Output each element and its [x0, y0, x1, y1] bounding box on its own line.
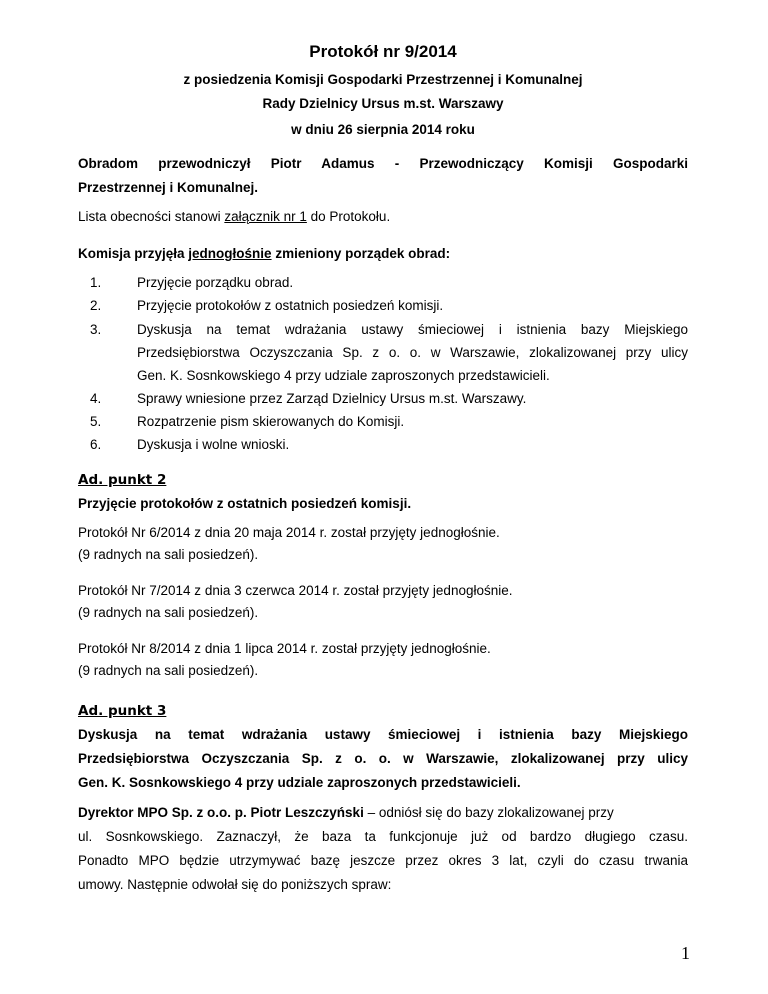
agenda-number: 4. [90, 391, 102, 406]
protocol-6-line: Protokół Nr 6/2014 z dnia 20 maja 2014 r. został przyjęty jednogłośnie. [78, 525, 500, 540]
document-title: Protokół nr 9/2014 [309, 42, 457, 61]
chair-line-2: Przestrzennej i Komunalnej. [78, 180, 259, 195]
agenda-text: Gen. K. Sosnkowskiego 4 przy udziale zaproszonych przedstawicieli. [137, 368, 550, 383]
agenda-intro-underlined: jednogłośnie [188, 246, 272, 261]
agenda-intro [78, 246, 450, 261]
attendance-after: do Protokołu. [306, 209, 391, 224]
agenda-number: 5. [90, 414, 102, 429]
subtitle-line-1: z posiedzenia Komisji Gospodarki Przestrzennej i Komunalnej [183, 72, 583, 87]
protocol-6-note: (9 radnych na sali posiedzeń). [78, 547, 259, 562]
agenda-item [78, 298, 443, 313]
agenda-intro-before: Komisja przyjęła [78, 246, 189, 261]
agenda-item [78, 322, 112, 337]
agenda-number: 1. [90, 275, 102, 290]
agenda-text: Przyjęcie protokołów z ostatnich posiedzeń komisji. [137, 298, 444, 313]
point-3-sub-line: Przedsiębiorstwa Oczyszczania Sp. z o. o. w Warszawie, zlokalizowanej przy ulicy [78, 751, 688, 766]
agenda-text: Dyskusja na temat wdrażania ustawy śmieciowej i istnienia bazy Miejskiego [137, 322, 688, 337]
point-2-heading: Ad. punkt 2 [78, 472, 167, 488]
agenda-text: Przedsiębiorstwa Oczyszczania Sp. z o. o. w Warszawie, zlokalizowanej przy ulicy [137, 345, 688, 360]
subtitle-line-3: w dniu 26 sierpnia 2014 roku [291, 122, 475, 137]
point-3-heading: Ad. punkt 3 [78, 703, 167, 719]
agenda-text: Dyskusja i wolne wnioski. [137, 437, 290, 452]
speech-line: ul. Sosnkowskiego. Zaznaczył, że baza ta funkcjonuje już od bardzo długiego czasu. [78, 829, 688, 844]
speaker-name: Dyrektor MPO Sp. z o.o. p. Piotr Leszczyński [78, 805, 364, 820]
speech-first-line [78, 805, 614, 820]
protocol-7-note: (9 radnych na sali posiedzeń). [78, 605, 259, 620]
agenda-item [78, 414, 404, 429]
agenda-number: 6. [90, 437, 102, 452]
speech-line: Ponadto MPO będzie utrzymywać bazę jeszcze przez okres 3 lat, czyli do czasu trwania [78, 853, 688, 868]
attendance-before: Lista obecności stanowi [78, 209, 225, 224]
agenda-item [78, 275, 293, 290]
chair-line-1: Obradom przewodniczył Piotr Adamus - Przewodniczący Komisji Gospodarki [78, 156, 688, 171]
page-number: 1 [681, 943, 690, 963]
point-2-subheading: Przyjęcie protokołów z ostatnich posiedzeń komisji. [78, 496, 412, 511]
protocol-7-line: Protokół Nr 7/2014 z dnia 3 czerwca 2014 r. został przyjęty jednogłośnie. [78, 583, 513, 598]
protocol-8-line: Protokół Nr 8/2014 z dnia 1 lipca 2014 r. został przyjęty jednogłośnie. [78, 641, 491, 656]
speech-line: umowy. Następnie odwołał się do poniższych spraw: [78, 877, 392, 892]
attendance-text [78, 209, 390, 224]
agenda-text: Sprawy wniesione przez Zarząd Dzielnicy Ursus m.st. Warszawy. [137, 391, 527, 406]
agenda-item [78, 437, 289, 452]
attachment-link[interactable]: załącznik nr 1 [224, 209, 307, 224]
agenda-number: 3. [90, 322, 102, 337]
point-3-sub-line: Gen. K. Sosnkowskiego 4 przy udziale zaproszonych przedstawicieli. [78, 775, 521, 790]
agenda-number: 2. [90, 298, 102, 313]
agenda-text: Rozpatrzenie pism skierowanych do Komisji. [137, 414, 405, 429]
agenda-text: Przyjęcie porządku obrad. [137, 275, 294, 290]
agenda-intro-after: zmieniony porządek obrad: [271, 246, 451, 261]
protocol-8-note: (9 radnych na sali posiedzeń). [78, 663, 259, 678]
subtitle-line-2: Rady Dzielnicy Ursus m.st. Warszawy [262, 96, 504, 111]
point-3-sub-line: Dyskusja na temat wdrażania ustawy śmieciowej i istnienia bazy Miejskiego [78, 727, 688, 742]
speech-text: – odniósł się do bazy zlokalizowanej przy [363, 805, 614, 820]
agenda-item [78, 391, 526, 406]
